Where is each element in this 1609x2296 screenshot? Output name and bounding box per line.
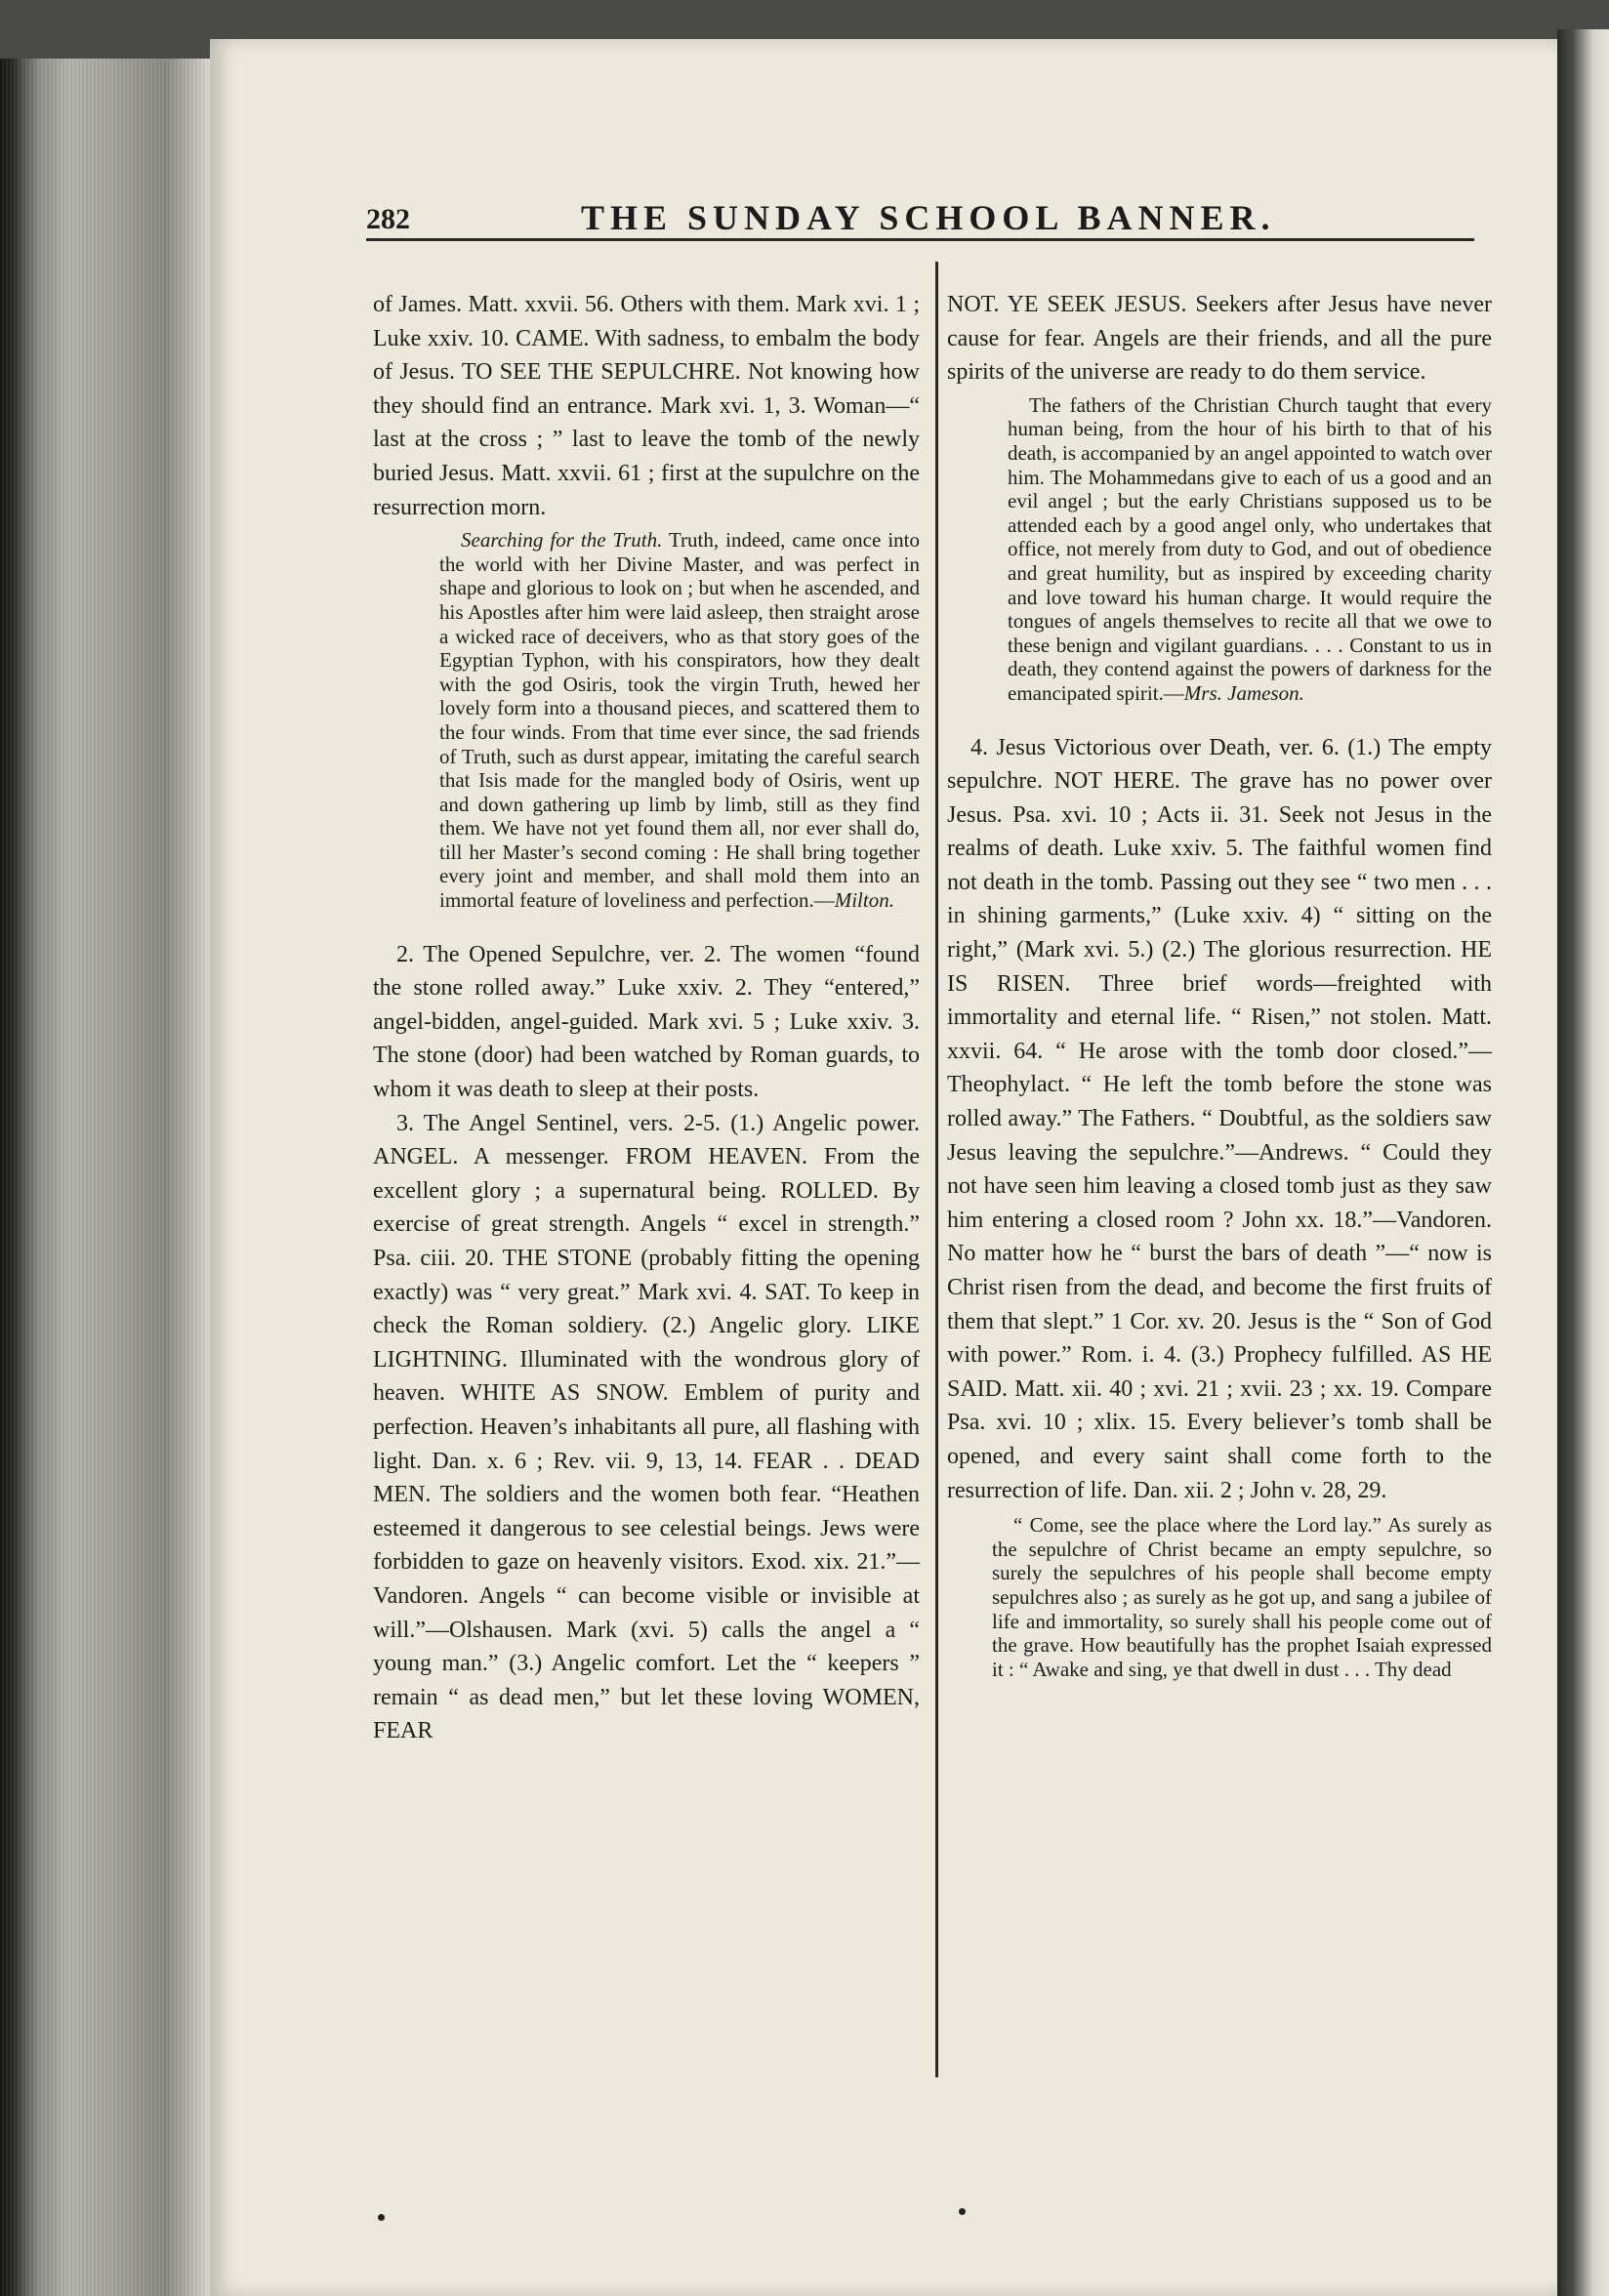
block-quote <box>439 528 920 913</box>
quote-body: The fathers of the Christian Church taught that every human being, from the hour of his birth to that of his death, is accompanied by an angel appointed to watch over him. The Mohammedans give to each of us a good and an evil angel ; but the early Christians supposed us to be attended each by a good angel only, who undertakes that office, not merely from duty to God, and out of obedience and great humility, but as inspired by exceeding charity and love toward his human charge. It would require the tongues of angels themselves to recite all that we owe to these benign and vigilant guardians. . . . Constant to us in death, they contend against the powers of darkness for the emancipated spirit.— <box>1008 392 1492 705</box>
block-quote: “ Come, see the place where the Lord lay.” As surely as the sepulchre of Christ became an empty sepulchre, so surely the sepulchres of his people shall become empty sepulchres also ; as surely as he got up, and sang a jubilee of life and immortality, so surely shall his people come out of the grave. How beautifully has the prophet Isaiah expressed it : “ Awake and sing, ye that dwell in dust . . . Thy dead <box>992 1513 1492 1681</box>
paragraph: 2. The Opened Sepulchre, ver. 2. The women “found the stone rolled away.” Luke xxiv. 2. They “entered,” angel-bidden, angel-guided. Mark xvi. 5 ; Luke xxiv. 3. The stone (door) had been watched by Roman guards, to whom it was death to sleep at their posts. <box>373 941 920 1103</box>
paragraph: of James. Matt. xxvii. 56. Others with them. Mark xvi. 1 ; Luke xxiv. 10. CAME. With sadness, to embalm the body of Jesus. TO SEE THE SEPULCHRE. Not knowing how they should find an entrance. Mark xvi. 1, 3. Woman—“ last at the cross ; ” last to leave the tomb of the newly buried Jesus. Matt. xxvii. 61 ; first at the supulchre on the resurrection morn. <box>373 292 920 520</box>
quote-lead: Searching for the Truth. <box>461 528 663 553</box>
header-rule <box>366 238 1474 241</box>
quote-author: Milton. <box>834 888 894 913</box>
page-header <box>366 195 1474 244</box>
left-column <box>373 288 920 1748</box>
page-number: 282 <box>366 203 410 235</box>
ink-dot <box>959 2208 966 2215</box>
quote-body: Truth, indeed, came once into the world with her Divine Master, and was perfect in shape and glorious to look on ; but when he ascended, and his Apostles after him were laid asleep, then straight arose a wicked race of deceivers, who as that story goes of the Egyptian Typhon, with his conspirators, how they dealt with the god Osiris, took the virgin Truth, hewed her lovely form into a thousand pieces, and scattered them to the four winds. From that time ever since, the sad friends of Truth, such as durst appear, imitating the careful search that Isis made for the mangled body of Osiris, went up and down gathering up limb by limb, still as they find them. We have not yet found them all, nor ever shall do, till her Master’s second coming : He shall bring together every joint and member, and shall mold them into an immortal feature of loveliness and perfection.— <box>439 528 921 913</box>
paragraph: 3. The Angel Sentinel, vers. 2-5. (1.) Angelic power. ANGEL. A messenger. FROM HEAVEN. From the excellent glory ; a supernatural being. ROLLED. By exercise of great strength. Angels “ excel in strength.” Psa. ciii. 20. THE STONE (probably fitting the opening exactly) was “ very great.” Mark xvi. 4. SAT. To keep in check the Roman soldiery. (2.) Angelic glory. LIKE LIGHTNING. Illuminated with the wondrous glory of heaven. WHITE AS SNOW. Emblem of purity and perfection. Heaven’s inhabitants all pure, all flashing with light. Dan. x. 6 ; Rev. vii. 9, 13, 14. FEAR . . DEAD MEN. The soldiers and the women both fear. “Heathen esteemed it dangerous to see celestial beings. Jews were forbidden to gaze on heavenly visitors. Exod. xix. 21.”—Vandoren. Angels “ can become visible or invisible at will.”—Olshausen. Mark (xvi. 5) calls the angel a “ young man.” (3.) Angelic comfort. Let the “ keepers ” remain “ as dead men,” but let these loving WOMEN, FEAR <box>373 1110 920 1744</box>
column-divider <box>935 262 938 2077</box>
right-column <box>947 288 1492 1681</box>
book-page-edges <box>0 59 210 2296</box>
running-title: THE SUNDAY SCHOOL BANNER. <box>581 198 1276 237</box>
facing-page-edge <box>1557 29 1609 2296</box>
paragraph: 4. Jesus Victorious over Death, ver. 6. (1.) The empty sepulchre. NOT HERE. The grave has no power over Jesus. Psa. xvi. 10 ; Acts ii. 31. Seek not Jesus in the realms of death. Luke xxiv. 5. The faithful women find not death in the tomb. Passing out they see “ two men . . . in shining garments,” (Luke xxiv. 4) “ sitting on the right,” (Mark xvi. 5.) (2.) The glorious resurrection. HE IS RISEN. Three brief words—freighted with immortality and eternal life. “ Risen,” not stolen. Matt. xxvii. 64. “ He arose with the tomb door closed.”—Theophylact. “ He left the tomb before the stone was rolled away.” The Fathers. “ Doubtful, as the soldiers saw Jesus leaving the sepulchre.”—Andrews. “ Could they not have seen him leaving a closed tomb just as they saw him entering a closed room ? John xx. 18.”—Vandoren. No matter how he “ burst the bars of death ”—“ now is Christ risen from the dead, and become the first fruits of them that slept.” 1 Cor. xv. 20. Jesus is the “ Son of God with power.” Rom. i. 4. (3.) Prophecy fulfilled. AS HE SAID. Matt. xii. 40 ; xvi. 21 ; xvii. 23 ; xx. 19. Compare Psa. xvi. 10 ; xlix. 15. Every believer’s tomb shall be opened, and every saint shall come forth to the resurrection of life. Dan. xii. 2 ; John v. 28, 29. <box>947 734 1492 1503</box>
quote-author: Mrs. Jameson. <box>1183 680 1304 705</box>
ink-dot <box>378 2214 385 2221</box>
paragraph: NOT. YE SEEK JESUS. Seekers after Jesus have never cause for fear. Angels are their friends, and all the pure spirits of the universe are ready to do them service. <box>947 292 1492 386</box>
block-quote <box>1008 393 1492 706</box>
